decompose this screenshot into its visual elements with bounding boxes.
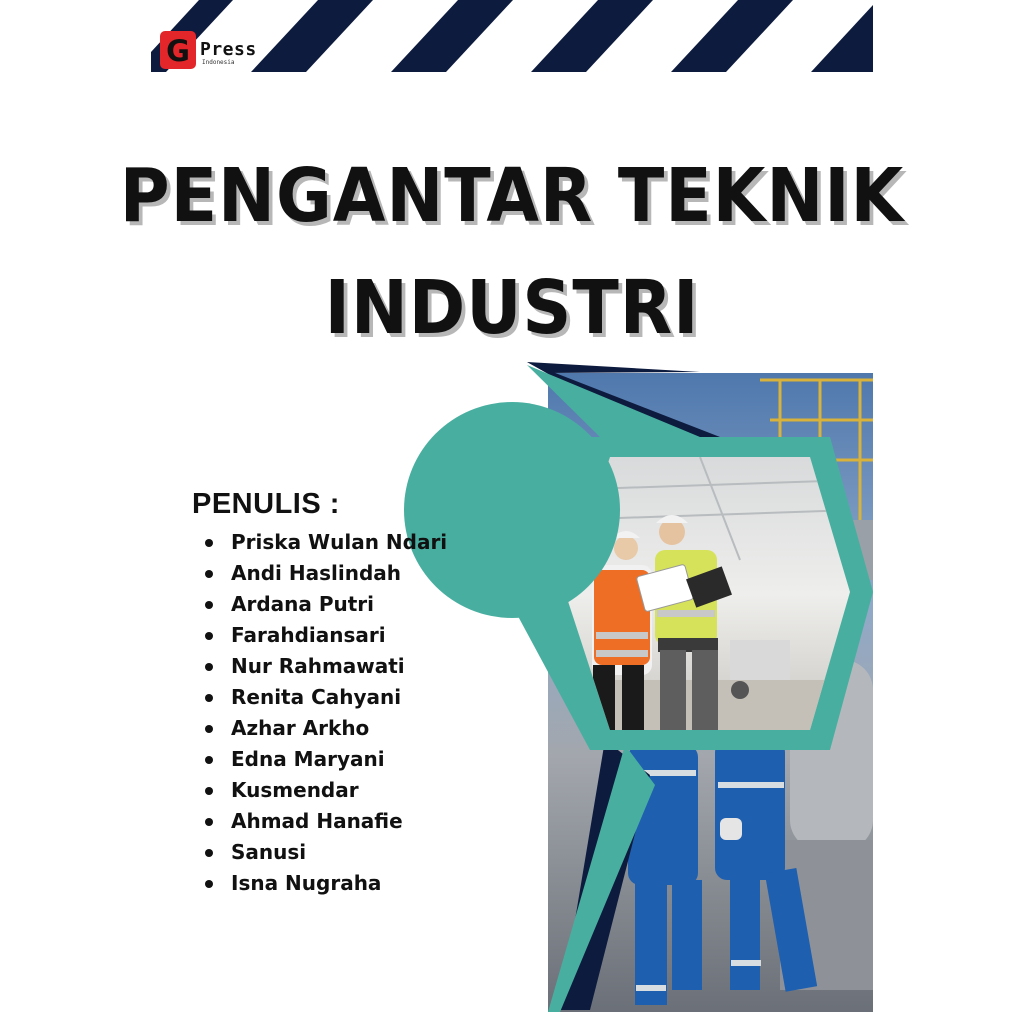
author-name: Nur Rahmawati: [231, 654, 405, 678]
bullet-icon: [205, 849, 213, 857]
author-name: Farahdiansari: [231, 623, 386, 647]
list-item: [192, 589, 522, 620]
bullet-icon: [205, 756, 213, 764]
svg-text:G: G: [166, 34, 190, 68]
bullet-icon: [205, 818, 213, 826]
publisher-name: Press: [200, 39, 257, 60]
author-name: Azhar Arkho: [231, 716, 370, 740]
author-name: Kusmendar: [231, 778, 359, 802]
bullet-icon: [205, 880, 213, 888]
bullet-icon: [205, 787, 213, 795]
bullet-icon: [205, 663, 213, 671]
list-item: [192, 620, 522, 651]
title-line-1: PENGANTAR TEKNIK: [119, 153, 905, 239]
author-list: [192, 527, 522, 899]
author-name: Priska Wulan Ndari: [231, 530, 448, 554]
bullet-icon: [205, 570, 213, 578]
list-item: [192, 806, 522, 837]
list-item: [192, 868, 522, 899]
author-name: Ardana Putri: [231, 592, 375, 616]
list-item: [192, 527, 522, 558]
list-item: [192, 558, 522, 589]
author-name: Renita Cahyani: [231, 685, 402, 709]
publisher-subtitle: Indonesia: [202, 59, 235, 66]
bullet-icon: [205, 694, 213, 702]
bullet-icon: [205, 539, 213, 547]
list-item: [192, 651, 522, 682]
title-line-2: INDUSTRI: [324, 265, 700, 351]
list-item: [192, 775, 522, 806]
authors-heading: PENULIS :: [192, 488, 340, 520]
list-item: [192, 682, 522, 713]
bullet-icon: [205, 601, 213, 609]
authors-section: [192, 488, 522, 899]
author-name: Edna Maryani: [231, 747, 385, 771]
bullet-icon: [205, 632, 213, 640]
list-item: [192, 713, 522, 744]
bullet-icon: [205, 725, 213, 733]
author-name: Andi Haslindah: [231, 561, 401, 585]
list-item: [192, 744, 522, 775]
list-item: [192, 837, 522, 868]
author-name: Isna Nugraha: [231, 871, 382, 895]
author-name: Ahmad Hanafie: [231, 809, 403, 833]
author-name: Sanusi: [231, 840, 307, 864]
